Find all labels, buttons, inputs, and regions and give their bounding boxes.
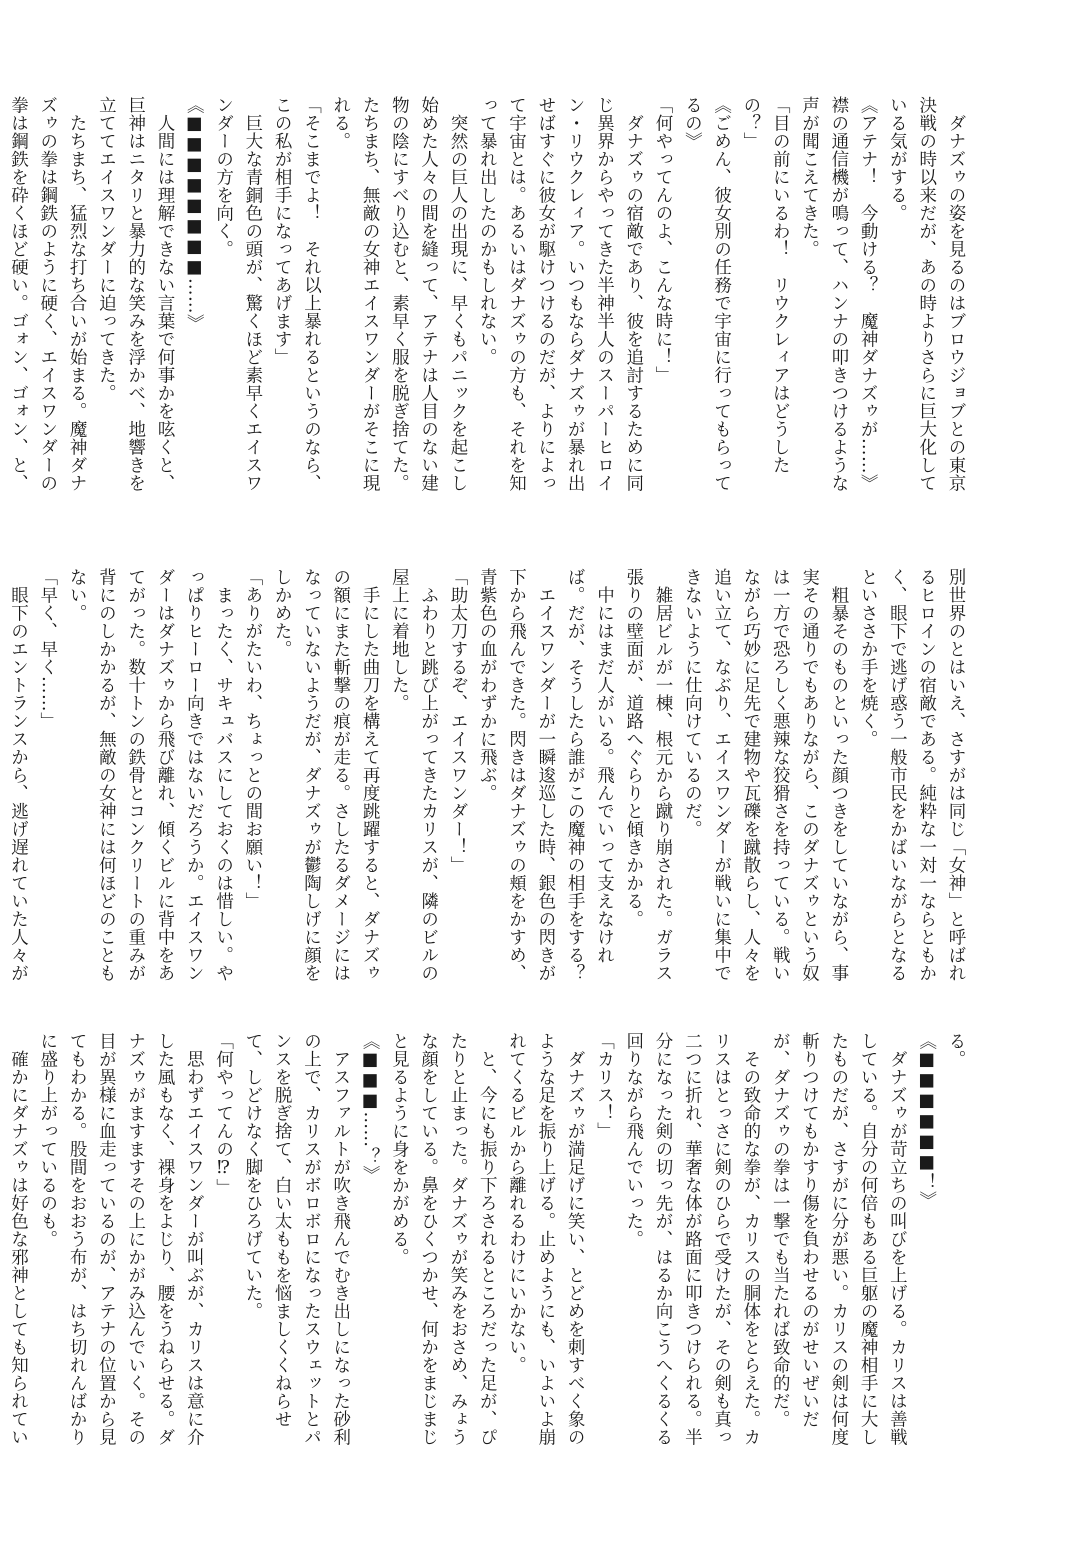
paragraph: ダナズゥの姿を見るのはブロウジョブとの東京決戦の時以来だが、あの時よりさらに巨大化している気がする。 [887,96,966,492]
paragraph: 突然の巨人の出現に、早くもパニックを起こし始めた人々の間を縫って、アテナは人目のない建物の陰にすべり込むと、素早く服を脱ぎ捨てた。たちまち、無敵の女神エイスワンダーがそこに現れる。 [330,96,468,492]
paragraph: 別世界のとはいえ、さすがは同じ「女神」と呼ばれるヒロインの宿敵である。純粋な一対一ならともかく、眼下で逃げ惑う一般市民をかばいながらとなるといささか手を焼く。 [858,568,966,982]
dialogue-line: 《■■■■■■！》 [916,1032,937,1209]
dialogue-line: 「ありがたいわ、ちょっとの間お願い！」 [242,568,263,910]
dialogue-line: 「目の前にいるわ！ リウクレィアはどうしたの？」 [740,96,791,474]
dialogue-line: 《■■■■■■■■……》 [184,96,205,332]
paragraph: ふわりと跳び上がってきたカリスが、隣のビルの屋上に着地した。 [389,568,439,982]
paragraph: ダナズゥが満足げに笑い、とどめを刺すべく象のような足を振り上げる。止めようにも、いよいよ崩れてくるビルから離れるわけにいかない。 [506,1032,586,1446]
paragraph: 《アテナ！ 今動ける？ 魔神ダナズゥが……》襟の通信機が鳴って、ハンナの叩きつけるような声が聞こえてきた。 [799,96,879,492]
paragraph: アスファルトが吹き飛んでむき出しになった砂利の上で、カリスがボロボロになったスウェットとパンスを脱ぎ捨て、白い太ももを悩ましくくねらせて、しどけなく脚をひろげていた。 [242,1032,351,1446]
text-tier-bottom [8,1032,970,1450]
dialogue-line: 「助太刀するぞ、エイスワンダー！」 [447,568,468,874]
dialogue-line: 「早く、早く……」 [37,568,58,730]
paragraph: と、今にも振り下ろされるところだった足が、ぴたりと止まった。ダナズゥが笑みをおさめ、みょうな顔をしている。鼻をひくつかせ、何かをまじまじと見るように身をかがめる。 [389,1032,498,1446]
paragraph: まったく、サキュバスにしておくのは惜しい。やっぱりヒーロー向きではないだろうか。エイスワンダーはダナズゥから飛び離れ、傾くビルに背中をあてがった。数十トンの鉄骨とコンクリートの重みが背にのしかかるが、無敵の女神には何ほどのこともない。 [67,568,234,982]
text-tier-top [8,96,970,508]
dialogue-line: 「何やってんの⁉」 [213,1032,234,1197]
dialogue-line: 《ごめん、彼女別の任務で宇宙に行ってもらってるの》 [682,96,732,492]
dialogue-line: 「何やってんのよ、こんな時に！」 [653,96,674,384]
text-tier-middle [8,568,970,986]
paragraph: 思わずエイスワンダーが叫ぶが、カリスは意に介した風もなく、裸身をよじり、腰をうねらせる。ダナズゥがますますその上にかがみ込んでいく。その目が異様に血走っているのが、アテナの位置から見てもわかる。股間をおおう布が、はち切れんばかりに盛り上がっているのも。 [37,1032,205,1446]
dialogue-line: 「そこまでよ！ それ以上暴れるというのなら、この私が相手になってあげます」 [272,96,322,492]
paragraph: ダナズゥの宿敵であり、彼を追討するために同じ異界からやってきた半神半人のスーパーヒロイン・リウクレィア。いつもならダナズゥが暴れ出せばすぐに彼女が駆けつけるのだが、よりによって宇宙とは。あるいはダナズゥの方も、それを知って暴れ出したのかもしれない。 [477,96,644,492]
paragraph: エイスワンダーが一瞬逡巡した時、銀色の閃きが下から飛んできた。閃きはダナズゥの頬をかすめ、青紫色の血がわずかに飛ぶ。 [477,568,556,982]
dialogue-line: 「カリス！」 [594,1032,615,1140]
paragraph: 雑居ビルが一棟、根元から蹴り崩された。ガラス張りの壁面が、道路へぐらりと傾きかかる。 [623,568,674,982]
paragraph: 粗暴そのものといった顔つきをしていながら、事実その通りでもありながら、このダナズゥという奴は一方で恐ろしく悪辣な狡猾さを持っている。戦いながら巧妙に足先で建物や瓦礫を蹴散らし、人々を追い立て、なぶり、エイスワンダーが戦いに集中できないように仕向けているのだ。 [682,568,849,982]
paragraph: その致命的な拳が、カリスの胴体をとらえた。カリスはとっさに剣のひらで受けたが、その剣も真っ二つに折れ、華奢な体が路面に叩きつけられる。半分になった剣の切っ先が、はるか向こうへくるくる回りながら飛んでいった。 [623,1032,761,1446]
paragraph: 確かにダナズゥは好色な邪神としても知られてい [8,1049,29,1446]
paragraph: 中にはまだ人がいる。飛んでいって支えなければ。だが、そうしたら誰がこの魔神の相手をする？ [565,568,615,982]
paragraph: 手にした曲刀を構えて再度跳躍すると、ダナズゥの額にまた斬撃の痕が走る。さしたるダメージにはなっていないようだが、ダナズゥが鬱陶しげに顔をしかめた。 [272,568,381,982]
paragraph: 眼下のエントランスから、逃げ遅れていた人々が [8,585,29,982]
paragraph: たちまち、猛烈な打ち合いが始まる。魔神ダナズゥの拳は鋼鉄のように硬く、エイスワンダーの拳は鋼鉄を砕くほど硬い。ゴォン、ゴォン、と、 [8,96,88,492]
paragraph: 巨大な青銅色の頭が、驚くほど素早くエイスワンダーの方を向く。 [213,96,263,492]
paragraph: ダナズゥが苛立ちの叫びを上げる。カリスは善戦している。自分の何倍もある巨躯の魔神相手に大したものだが、さすがに分が悪い。カリスの剣は何度斬りつけてもかすり傷を負わせるのがせいぜいだが、ダナズゥの拳は一撃でも当たれば致命的だ。 [770,1032,908,1446]
paragraph: る。 [946,1032,966,1068]
dialogue-line: 《■■■……？》 [360,1032,381,1184]
paragraph: 人間には理解できない言葉で何事かを呟くと、巨神はニタリと暴力的な笑みを浮かべ、地響きを立ててエイスワンダーに迫ってきた。 [96,96,175,492]
